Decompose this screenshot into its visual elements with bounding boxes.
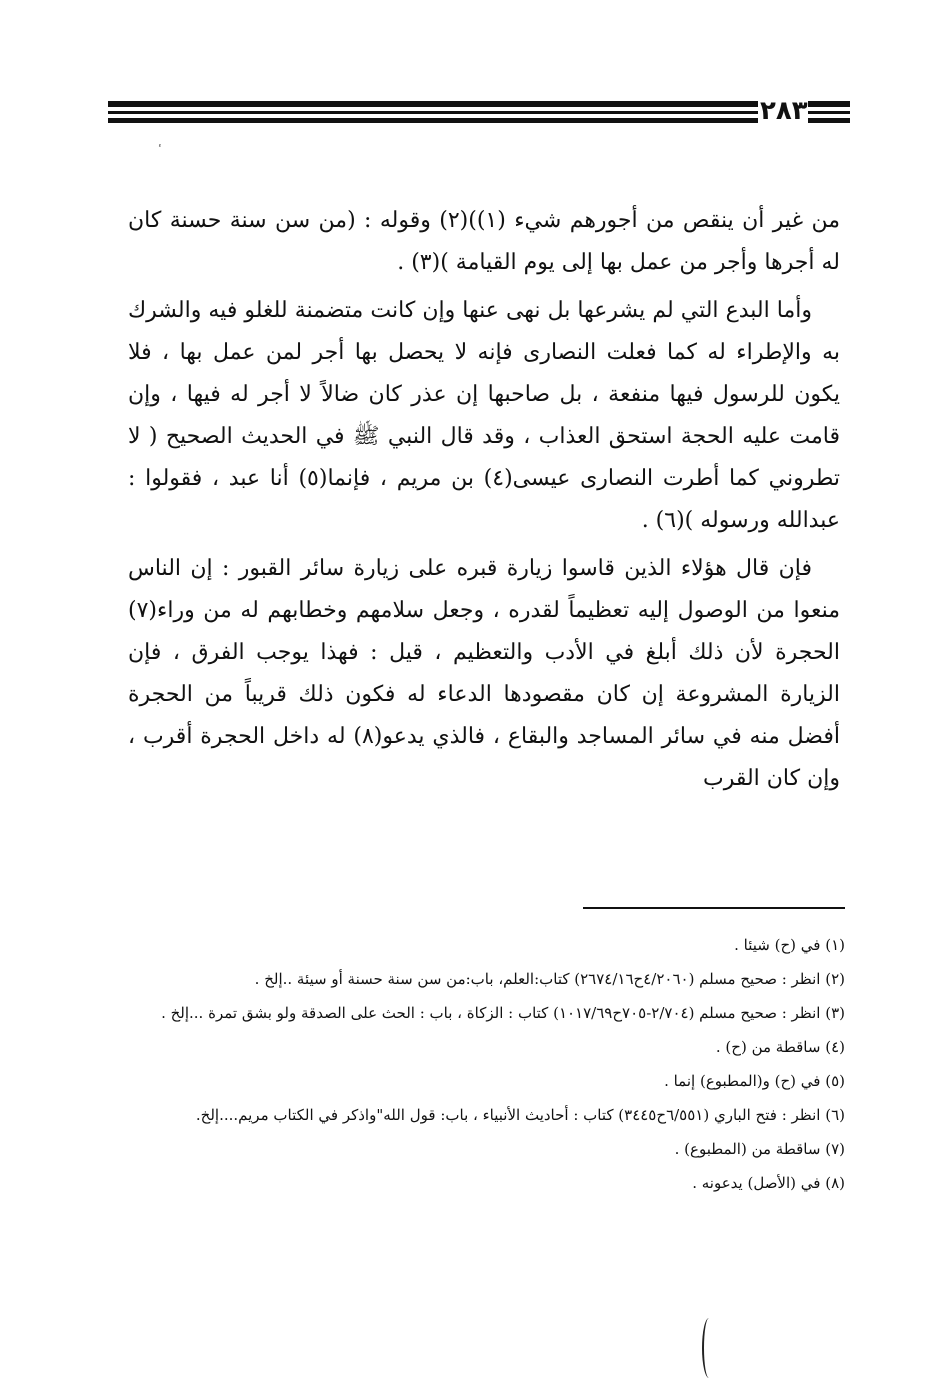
footnote: (٨) في (الأصل) يدعونه . bbox=[692, 1174, 845, 1192]
footnote: (٦) انظر : فتح الباري (٦/٥٥١ح٣٤٤٥) كتاب : أحاديث الأنبياء ، باب: قول الله"واذكر في الكتاب مريم....إلخ. bbox=[195, 1106, 845, 1124]
header-rule bbox=[808, 101, 850, 107]
footnote: (٥) في (ح) و(المطبوع) إنما . bbox=[664, 1072, 845, 1090]
footnote: (٤) ساقطة من (ح) . bbox=[715, 1038, 845, 1056]
header-rule bbox=[108, 101, 758, 107]
header-rule bbox=[808, 118, 850, 123]
header-rule bbox=[108, 118, 758, 123]
footnote-separator bbox=[583, 907, 845, 909]
footnote: (٢) انظر : صحيح مسلم (٤/٢٠٦٠ح٢٦٧٤/١٦) كتاب:العلم، باب:من سن سنة حسنة أو سيئة ..إلخ . bbox=[254, 970, 845, 988]
page-header bbox=[108, 95, 850, 127]
main-text bbox=[128, 200, 840, 806]
footnote: (٣) انظر : صحيح مسلم (٢/٧٠٤-٧٠٥ح١٠١٧/٦٩) كتاب : الزكاة ، باب : الحث على الصدقة ولو بشق تمرة ...إلخ . bbox=[161, 1004, 845, 1022]
page-number: ٢٨٣ bbox=[760, 96, 808, 126]
paragraph: فإن قال هؤلاء الذين قاسوا زيارة قبره على زيارة سائر القبور : إن الناس منعوا من الوصول إليه تعظيماً لقدره ، وجعل سلامهم وخطابهم له من وراء(٧) الحجرة لأن ذلك أبلغ في الأدب والتعظيم ، قيل : فهذا يوجب الفرق ، فإن الزيارة المشروعة إن كان مقصودها الدعاء له فكون ذلك قريباً من الحجرة أفضل منه في سائر المساجد والبقاع ، فالذي يدعو(٨) له داخل الحجرة أقرب ، وإن كان القرب bbox=[128, 556, 840, 791]
footnote: (١) في (ح) شيئا . bbox=[734, 936, 845, 954]
paragraph: من غير أن ينقص من أجورهم شيء (١))(٢) وقوله : (من سن سنة حسنة كان له أجرها وأجر من عمل بها إلى يوم القيامة )(٣) . bbox=[128, 208, 840, 275]
header-rule bbox=[108, 111, 758, 114]
header-rule bbox=[808, 111, 850, 114]
margin-bracket bbox=[702, 1318, 716, 1378]
paragraph: وأما البدع التي لم يشرعها بل نهى عنها وإن كانت متضمنة للغلو فيه والشرك به والإطراء له كما فعلت النصارى فإنه لا يحصل بها أجر لمن عمل بها ، فلا يكون للرسول فيها منفعة ، بل صاحبها إن عذر كان ضالاً لا أجر له فيها ، وإن قامت عليه الحجة استحق العذاب ، وقد قال النبي ﷺ في الحديث الصحيح ( لا تطروني كما أطرت النصارى عيسى(٤) بن مريم ، فإنما(٥) أنا عبد ، فقولوا : عبدالله ورسوله )(٦) . bbox=[128, 298, 840, 533]
footnote: (٧) ساقطة من (المطبوع) . bbox=[674, 1140, 845, 1158]
footnotes bbox=[108, 928, 845, 1200]
